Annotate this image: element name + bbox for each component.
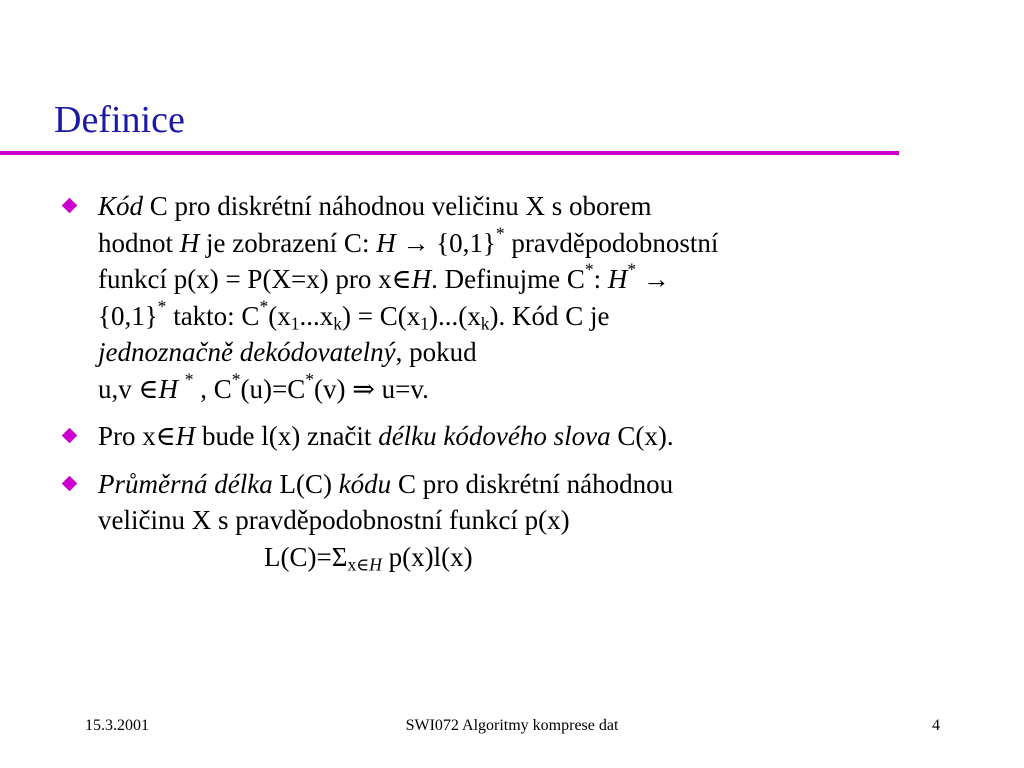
text-run: H [369, 553, 382, 574]
text-run: * [305, 369, 315, 390]
text-run: ...x [299, 300, 334, 331]
footer-page-number: 4 [932, 717, 940, 734]
text-run: u,v ∈ [98, 373, 159, 404]
bullet-line [98, 334, 938, 371]
bullet-line [98, 298, 938, 335]
text-run: ) = C(x [341, 300, 421, 331]
text-run: k [480, 312, 490, 333]
text-run: (x [268, 300, 291, 331]
diamond-icon [62, 475, 78, 491]
text-run: * [184, 369, 194, 390]
text-run: takto: C [166, 300, 260, 331]
text-run: )...(x [428, 300, 481, 331]
text-run: H [607, 264, 628, 294]
text-run: H [179, 227, 200, 258]
bullet-item [58, 188, 938, 407]
slide-title: Definice [54, 99, 185, 141]
text-run: L(C)=Σ [264, 541, 348, 572]
text-run: x∈ [347, 553, 370, 574]
bullet-line [98, 188, 938, 225]
text-run: {0,1} [98, 300, 158, 331]
text-run: H [175, 421, 196, 451]
text-run: , pokud [395, 337, 477, 367]
text-run: Průměrná délka [98, 468, 273, 499]
text-run: Kód [98, 191, 144, 221]
text-run: Pro x∈ [98, 421, 176, 451]
text-run: → {0,1} [395, 227, 496, 258]
bullet-item [58, 418, 938, 455]
text-run: p(x)l(x) [381, 541, 473, 572]
text-run: (v) ⇒ u=v. [314, 373, 429, 404]
text-run: * [627, 259, 637, 280]
footer-date: 15.3.2001 [85, 717, 149, 734]
bullet-line [98, 502, 938, 539]
slide-content [58, 188, 938, 586]
text-run: délku kódového slova [378, 421, 611, 451]
text-run: H [376, 227, 396, 258]
text-run: H [411, 264, 432, 294]
diamond-icon [62, 428, 78, 444]
text-run: L(C) [272, 468, 339, 499]
text-run [178, 374, 185, 404]
text-run: jednoznačně dekódovatelný [98, 337, 396, 367]
bullet-line [98, 466, 938, 503]
text-run: je zobrazení C: [199, 227, 377, 258]
text-run: bude l(x) značit [195, 421, 379, 451]
text-run: H [158, 373, 178, 404]
diamond-icon [62, 198, 78, 214]
text-run: , C [193, 373, 232, 404]
text-run: C pro diskrétní náhodnou veličinu X s oborem [143, 191, 652, 221]
text-run: C pro diskrétní náhodnou [391, 468, 674, 499]
text-run: * [259, 296, 269, 317]
text-run: : [593, 264, 608, 294]
text-run: (u)=C [240, 373, 306, 404]
text-run: * [231, 369, 241, 390]
text-run: → [636, 264, 670, 294]
bullet-line [98, 371, 938, 408]
text-run: . Definujme C [431, 264, 585, 294]
bullet-line [98, 261, 938, 298]
formula-line [98, 539, 938, 576]
text-run: pravděpodobnostní [504, 227, 719, 258]
text-run: 1 [290, 312, 300, 333]
text-run: C(x). [610, 421, 674, 451]
footer-course: SWI072 Algoritmy komprese dat [405, 717, 619, 734]
title-divider [0, 151, 899, 155]
text-run: funkcí p(x) = P(X=x) pro x∈ [98, 264, 412, 294]
bullet-line [98, 418, 938, 455]
text-run: * [157, 296, 167, 317]
bullet-item [58, 466, 938, 576]
text-run: ). Kód C je [489, 300, 610, 331]
text-run: hodnot [98, 227, 180, 258]
text-run: * [584, 259, 594, 280]
text-run: veličinu X s pravděpodobnostní funkcí p(x) [98, 505, 570, 535]
bullet-line [98, 225, 938, 262]
text-run: k [333, 312, 342, 333]
text-run: kódu [338, 468, 392, 499]
text-run: * [495, 223, 505, 244]
text-run: 1 [420, 312, 429, 333]
